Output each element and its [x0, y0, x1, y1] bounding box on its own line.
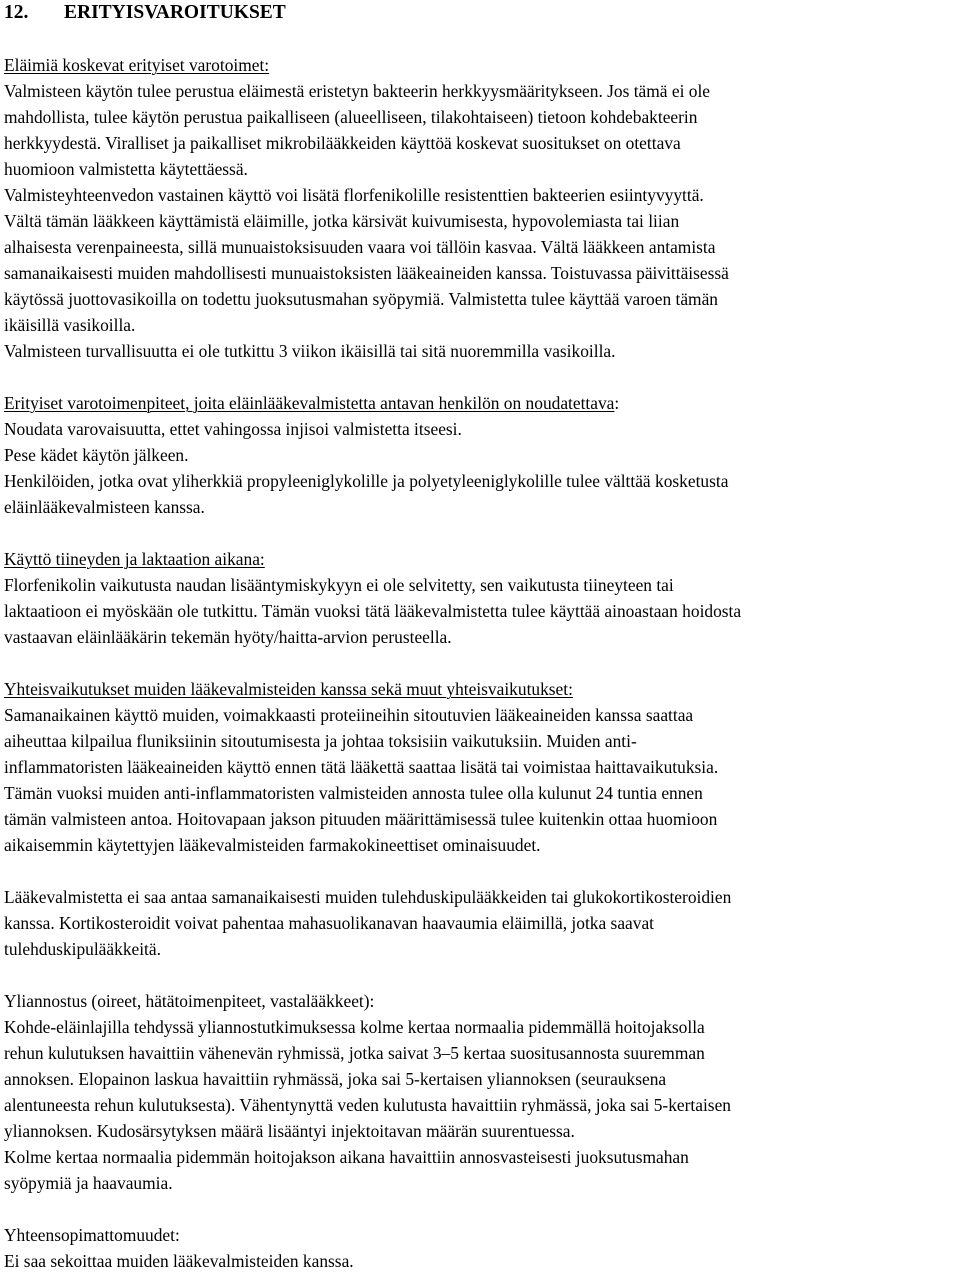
paragraph-line: samanaikaisesti muiden mahdollisesti munuaistoksisten lääkeaineiden kanssa. Toistuvassa päivittäisessä	[4, 263, 729, 283]
paragraph-line: Valmisteen turvallisuutta ei ole tutkittu 3 viikon ikäisillä tai sitä nuoremmilla vasikoilla.	[4, 341, 616, 361]
paragraph-line: Valmisteyhteenvedon vastainen käyttö voi lisätä florfenikolille resistenttien bakteerien esiintyvyyttä.	[4, 185, 704, 205]
section-heading	[4, 1, 956, 25]
section-interactions	[4, 676, 956, 858]
paragraph-line: aikaisemmin käytettyjen lääkevalmisteiden farmakokineettiset ominaisuudet.	[4, 835, 541, 855]
paragraph-line: mahdollista, tulee käytön perustua paikalliseen (alueelliseen, tilakohtaiseen) tietoon kohdebakteerin	[4, 107, 698, 127]
paragraph-line: Florfenikolin vaikutusta naudan lisääntymiskykyyn ei ole selvitetty, sen vaikutusta tiineyteen tai	[4, 575, 674, 595]
paragraph-line: käytössä juottovasikoilla on todettu juoksutusmahan syöpymiä. Valmistetta tulee käyttää varoen tämän	[4, 289, 718, 309]
subheading-incompatibilities: Yhteensopimattomuudet:	[4, 1225, 180, 1245]
section-pregnancy	[4, 546, 956, 650]
paragraph-line: Kolme kertaa normaalia pidemmän hoitojakson aikana havaittiin annosvasteisesti juoksutusmahan	[4, 1147, 689, 1167]
section-interactions-nsaid	[4, 884, 956, 962]
section-person-precautions	[4, 390, 956, 520]
paragraph-line: Kohde-eläinlajilla tehdyssä yliannostutkimuksessa kolme kertaa normaalia pidemmällä hoitojaksolla	[4, 1017, 705, 1037]
paragraph-line: aiheuttaa kilpailua fluniksiinin sitoutumisesta ja johtaa toksisiin vaikutuksiin. Muiden anti-	[4, 731, 637, 751]
document-page	[4, 0, 956, 1274]
section-title: ERITYISVAROITUKSET	[64, 2, 286, 23]
section-overdose	[4, 988, 956, 1196]
paragraph-line: laktaatioon ei myöskään ole tutkittu. Tämän vuoksi tätä lääkevalmistetta tulee käyttää ainoastaan hoidosta	[4, 601, 742, 621]
paragraph-line: Noudata varovaisuutta, ettet vahingossa injisoi valmistetta itseesi.	[4, 419, 462, 439]
paragraph-line: tulehduskipulääkkeitä.	[4, 939, 161, 959]
section-incompatibilities	[4, 1222, 956, 1274]
subheading-person-precautions: Erityiset varotoimenpiteet, joita eläinlääkevalmistetta antavan henkilön on noudatettava	[4, 393, 615, 413]
paragraph-line: vastaavan eläinlääkärin tekemän hyöty/haitta-arvion perusteella.	[4, 627, 452, 647]
paragraph-line: huomioon valmistetta käytettäessä.	[4, 159, 248, 179]
paragraph-line: Vältä tämän lääkkeen käyttämistä eläimille, jotka kärsivät kuivumisesta, hypovolemiasta tai liian	[4, 211, 680, 231]
subheading-colon: :	[614, 393, 620, 413]
subheading-animal-precautions: Eläimiä koskevat erityiset varotoimet:	[4, 55, 270, 75]
paragraph-line: ikäisillä vasikoilla.	[4, 315, 136, 335]
paragraph-line: Samanaikainen käyttö muiden, voimakkaasti proteiineihin sitoutuvien lääkeaineiden kanssa saattaa	[4, 705, 694, 725]
paragraph-line: Lääkevalmistetta ei saa antaa samanaikaisesti muiden tulehduskipulääkkeiden tai glukokortikosteroidien	[4, 887, 732, 907]
subheading-pregnancy: Käyttö tiineyden ja laktaation aikana:	[4, 549, 265, 569]
paragraph-line: annoksen. Elopainon laskua havaittiin ryhmässä, joka sai 5-kertaisen yliannoksen (seurauksena	[4, 1069, 667, 1089]
subheading-interactions: Yhteisvaikutukset muiden lääkevalmisteiden kanssa sekä muut yhteisvaikutukset:	[4, 679, 573, 699]
paragraph-line: herkkyydestä. Viralliset ja paikalliset mikrobilääkkeiden käyttöä koskevat suositukset on otettava	[4, 133, 681, 153]
paragraph-line: Valmisteen käytön tulee perustua eläimestä eristetyn bakteerin herkkyysmääritykseen. Jos tämä ei ole	[4, 81, 711, 101]
paragraph-line: eläinlääkevalmisteen kanssa.	[4, 497, 205, 517]
section-animal-precautions	[4, 52, 956, 364]
paragraph-line: kanssa. Kortikosteroidit voivat pahentaa mahasuolikanavan haavaumia eläimillä, jotka saavat	[4, 913, 655, 933]
paragraph-line: alhaisesta verenpaineesta, sillä munuaistoksisuuden vaara voi tällöin kasvaa. Vältä lääkkeen antamista	[4, 237, 716, 257]
paragraph-line: inflammatoristen lääkeaineiden käyttö ennen tätä lääkettä saattaa lisätä tai voimistaa haittavaikutuksia.	[4, 757, 719, 777]
paragraph-line: alentuneesta rehun kulutuksesta). Vähentynyttä veden kulutusta havaittiin ryhmässä, joka sai 5-kertaisen	[4, 1095, 731, 1115]
paragraph-line: tämän valmisteen antoa. Hoitovapaan jakson pituuden määrittämisessä tulee kuitenkin ottaa huomioon	[4, 809, 718, 829]
paragraph-line: Tämän vuoksi muiden anti-inflammatoristen valmisteiden annosta tulee olla kulunut 24 tuntia ennen	[4, 783, 703, 803]
paragraph-line: Pese kädet käytön jälkeen.	[4, 445, 189, 465]
paragraph-line: yliannoksen. Kudosärsytyksen määrä lisääntyi injektoitavan määrän suurentuessa.	[4, 1121, 575, 1141]
paragraph-line: Henkilöiden, jotka ovat yliherkkiä propyleeniglykolille ja polyetyleeniglykolille tulee välttää kosketusta	[4, 471, 729, 491]
subheading-overdose: Yliannostus (oireet, hätätoimenpiteet, vastalääkkeet):	[4, 991, 375, 1011]
paragraph-line: syöpymiä ja haavaumia.	[4, 1173, 173, 1193]
paragraph-line: Ei saa sekoittaa muiden lääkevalmisteiden kanssa.	[4, 1251, 354, 1271]
section-number: 12.	[4, 2, 29, 23]
paragraph-line: rehun kulutuksen havaittiin vähenevän ryhmissä, jotka saivat 3–5 kertaa suositusannosta suuremman	[4, 1043, 705, 1063]
